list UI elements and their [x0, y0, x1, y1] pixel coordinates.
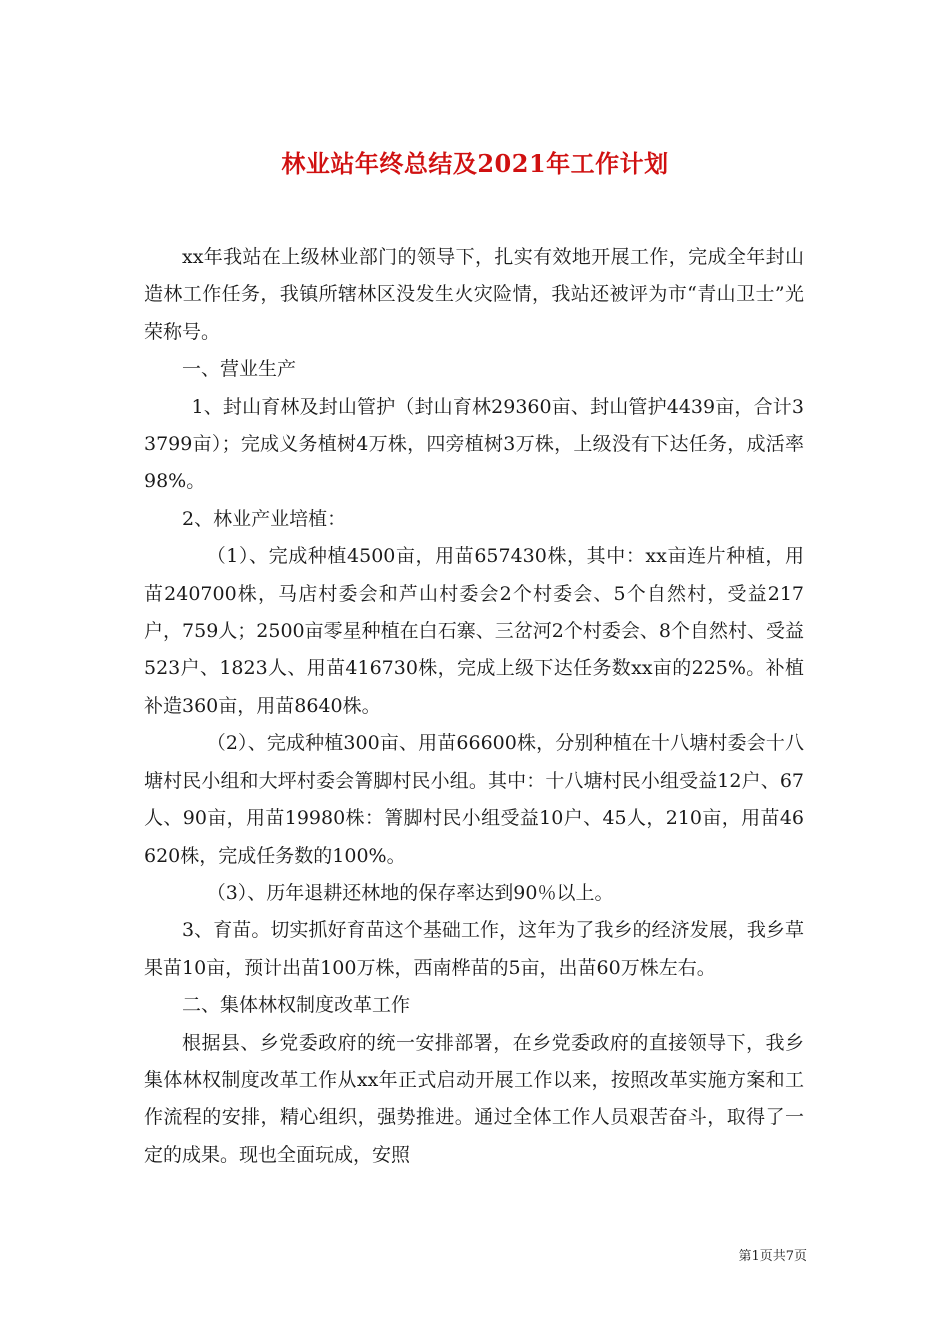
document-body [144, 239, 804, 1174]
paragraph-seedlings: 3、育苗。切实抓好育苗这个基础工作，这年为了我乡的经济发展，我乡草果苗10亩，预计出苗100万株，西南桦苗的5亩，出苗60万株左右。 [144, 919, 804, 979]
page-number: 第1页共7页 [738, 1249, 807, 1264]
paragraph-item-2: （2）、完成种植300亩、用苗66600株，分别种植在十八塘村委会十八塘村民小组和大坪村委会箐脚村民小组。其中：十八塘村民小组受益12户、67人、90亩，用苗19980株：箐脚村民小组受益10户、45人，210亩，用苗46620株，完成任务数的100%。 [144, 732, 804, 867]
paragraph-mountain-closure: 1、封山育林及封山管护（封山育林29360亩、封山管护4439亩，合计33799亩）；完成义务植树4万株，四旁植树3万株，上级没有下达任务，成活率98%。 [144, 395, 804, 493]
paragraph-forest-reform: 根据县、乡党委政府的统一安排部署，在乡党委政府的直接领导下，我乡集体林权制度改革工作从xx年正式启动开展工作以来，按照改革实施方案和工作流程的安排，精心组织，强势推进。通过全体工作人员艰苦奋斗，取得了一定的成果。现也全面玩成，安照 [144, 1031, 804, 1166]
section-heading-production: 一、营业生产 [182, 358, 297, 381]
paragraph-item-3: （3）、历年退耕还林地的保存率达到90％以上。 [206, 881, 614, 904]
intro-paragraph: xx年我站在上级林业部门的领导下，扎实有效地开展工作，完成全年封山造林工作任务，我镇所辖林区没发生火灾险情，我站还被评为市“青山卫士”光荣称号。 [144, 246, 804, 343]
document-title: 林业站年终总结及2021年工作计划 [281, 149, 669, 179]
section-heading-forest-reform: 二、集体林权制度改革工作 [182, 994, 411, 1017]
paragraph-item-1: （1）、完成种植4500亩，用苗657430株，其中：xx亩连片种植，用苗240700株，马店村委会和芦山村委会2个村委会、5个自然村，受益217户，759人；2500亩零星种植在白石寨、三岔河2个村委会、8个自然村、受益523户、1823人、用苗416730株，完成上级下达任务数xx亩的225%。补植补造360亩，用苗8640株。 [144, 545, 804, 717]
paragraph-industry-heading: 2、林业产业培植： [182, 507, 347, 530]
